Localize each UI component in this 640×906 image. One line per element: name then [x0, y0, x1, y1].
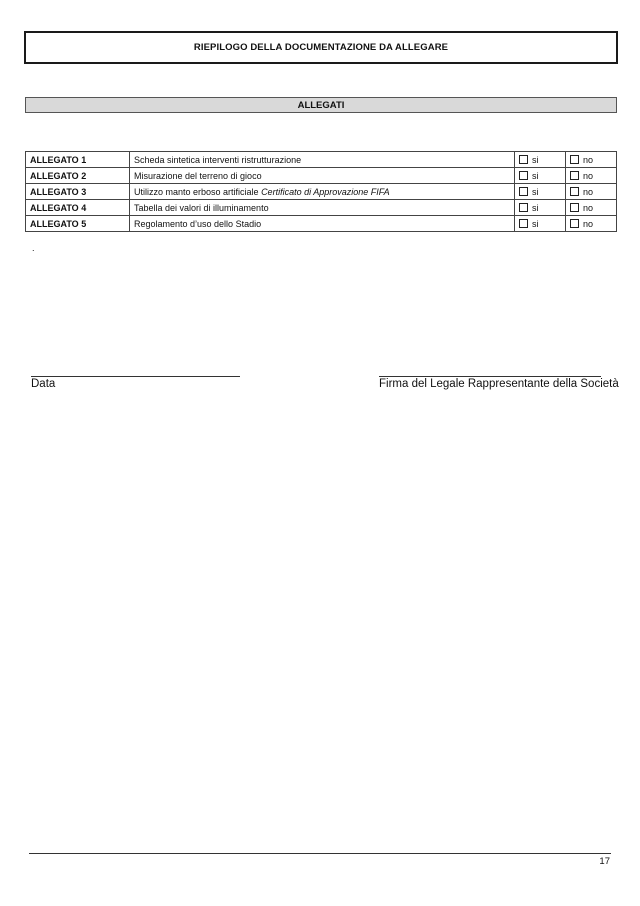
- checkbox-yes[interactable]: [519, 219, 528, 228]
- attachment-code: [26, 168, 130, 184]
- description-text: Scheda sintetica interventi ristrutturazione: [134, 154, 302, 165]
- checkbox-yes[interactable]: [519, 155, 528, 164]
- no-label: no: [583, 170, 594, 181]
- table-row: [26, 168, 617, 184]
- option-yes[interactable]: [515, 152, 566, 168]
- yes-label: si: [532, 218, 539, 229]
- no-label: no: [583, 154, 594, 165]
- code-initial: A: [30, 202, 37, 213]
- attachment-description: [130, 200, 515, 216]
- code-number: 5: [81, 218, 87, 229]
- option-no[interactable]: [566, 200, 617, 216]
- date-line: [31, 376, 240, 377]
- no-label: no: [583, 186, 594, 197]
- option-no[interactable]: [566, 184, 617, 200]
- attachment-description: [130, 168, 515, 184]
- code-rest: LLEGATO: [36, 154, 79, 165]
- signature-label: Firma del Legale Rappresentante della Società: [379, 378, 619, 390]
- attachments-table: [25, 151, 617, 232]
- checkbox-no[interactable]: [570, 187, 579, 196]
- checkbox-no[interactable]: [570, 219, 579, 228]
- signature-line: [379, 376, 601, 377]
- attachment-code: [26, 200, 130, 216]
- table-row: [26, 216, 617, 232]
- description-text: Utilizzo manto erboso artificiale: [134, 186, 262, 197]
- option-yes[interactable]: [515, 168, 566, 184]
- attachment-code: [26, 184, 130, 200]
- date-label: Data: [31, 378, 56, 390]
- attachment-description: [130, 216, 515, 232]
- description-text: Misurazione del terreno di gioco: [134, 170, 262, 181]
- code-initial: A: [30, 154, 37, 165]
- note-mark: .: [32, 243, 35, 253]
- option-yes[interactable]: [515, 184, 566, 200]
- table-row: [26, 184, 617, 200]
- no-label: no: [583, 218, 594, 229]
- yes-label: si: [532, 202, 539, 213]
- code-initial: A: [30, 218, 37, 229]
- option-yes[interactable]: [515, 216, 566, 232]
- code-number: 1: [81, 154, 87, 165]
- table-row: [26, 152, 617, 168]
- checkbox-no[interactable]: [570, 171, 579, 180]
- attachment-code: [26, 152, 130, 168]
- code-rest: LLEGATO: [36, 170, 79, 181]
- description-italic: Certificato di Approvazione FIFA: [261, 186, 390, 197]
- description-text: Regolamento d’uso dello Stadio: [134, 218, 262, 229]
- page-number: 17: [599, 856, 610, 867]
- code-number: 2: [81, 170, 87, 181]
- code-initial: A: [30, 170, 37, 181]
- code-rest: LLEGATO: [36, 186, 79, 197]
- yes-label: si: [532, 170, 539, 181]
- section-header-allegati: ALLEGATI: [25, 97, 617, 113]
- option-yes[interactable]: [515, 200, 566, 216]
- checkbox-yes[interactable]: [519, 203, 528, 212]
- footer-divider: [29, 853, 611, 854]
- option-no[interactable]: [566, 152, 617, 168]
- attachment-code: [26, 216, 130, 232]
- yes-label: si: [532, 154, 539, 165]
- description-text: Tabella dei valori di illuminamento: [134, 202, 269, 213]
- attachment-description: [130, 152, 515, 168]
- code-number: 3: [81, 186, 87, 197]
- checkbox-no[interactable]: [570, 155, 579, 164]
- checkbox-no[interactable]: [570, 203, 579, 212]
- attachment-description: [130, 184, 515, 200]
- option-no[interactable]: [566, 168, 617, 184]
- code-rest: LLEGATO: [36, 202, 79, 213]
- table-row: [26, 200, 617, 216]
- checkbox-yes[interactable]: [519, 187, 528, 196]
- checkbox-yes[interactable]: [519, 171, 528, 180]
- code-rest: LLEGATO: [36, 218, 79, 229]
- page-title: RIEPILOGO DELLA DOCUMENTAZIONE DA ALLEGARE: [24, 31, 618, 64]
- no-label: no: [583, 202, 594, 213]
- yes-label: si: [532, 186, 539, 197]
- option-no[interactable]: [566, 216, 617, 232]
- code-initial: A: [30, 186, 37, 197]
- code-number: 4: [81, 202, 87, 213]
